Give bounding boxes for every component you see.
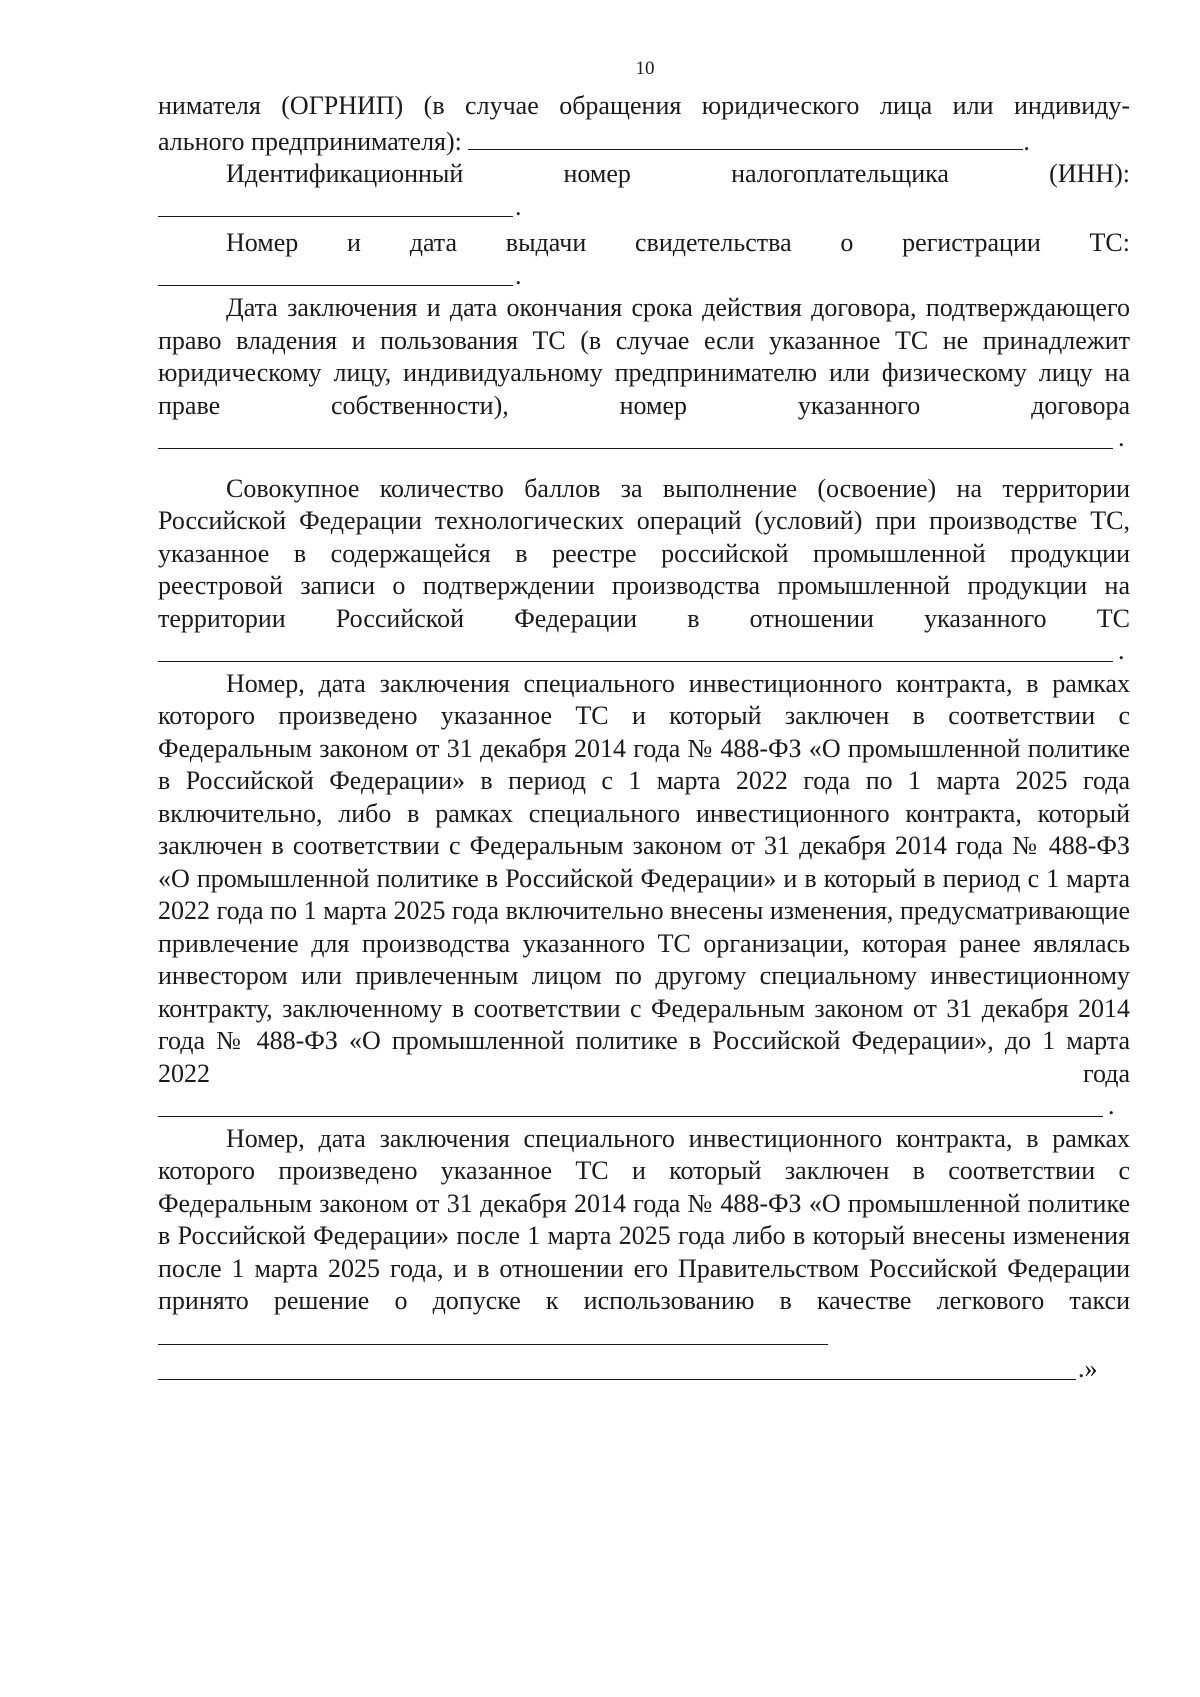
ogrnip-label: ального предпринимателя):: [158, 126, 469, 156]
points-blank-field[interactable]: [158, 661, 1113, 662]
spic-2025-end: .»: [1078, 1354, 1098, 1383]
ogrnip-blank-field[interactable]: [468, 123, 1023, 150]
spic-2022-blank-field[interactable]: [158, 1116, 1103, 1117]
inn-label: Идентификационный номер налогоплательщика (ИНН):: [226, 159, 1130, 188]
contract-blank-field[interactable]: [158, 448, 1113, 449]
inn-blank-row: [158, 191, 1130, 224]
spic-2025-body: Номер, дата заключения специального инвестиционного контракта, в рамках которого произведено указанное ТС и который заключен в соответствии с Федеральным законом от 31 декабря 2014 года № 488-ФЗ «О промышленной политике в Российской Федерации» после 1 марта 2025 года либо в который внесены изменения после 1 марта 2025 года, и в отношении его Правительством Российской Федерации принято решение о допуске к использованию в качестве легкового такси: [158, 1123, 1130, 1315]
spic-2022-text: Номер, дата заключения специального инвестиционного контракта, в рамках которого произведено указанное ТС и который заключен в соответствии с Федеральным законом от 31 декабря 2014 года № 488-ФЗ «О промышленной политике в Российской Федерации» в период с 1 марта 2022 года по 1 марта 2025 года включительно, либо в рамках специального инвестиционного контракта, который заключен в соответствии с Федеральным законом от 31 декабря 2014 года № 488-ФЗ «О промышленной политике в Российской Федерации» и в который в период с 1 марта 2022 года по 1 марта 2025 года включительно внесены изменения, предусматривающие привлечение для производства указанного ТС организации, которая ранее являлась инвестором или привлеченным лицом по другому специальному инвестиционному контракту, заключенному в соответствии с Федеральным законом от 31 декабря 2014 года № 488-ФЗ «О промышленной политике в Российской Федерации», до 1 марта 2022 года: [158, 668, 1130, 1088]
registration-blank-field[interactable]: [158, 285, 513, 286]
contract-blank-row: [158, 422, 1130, 455]
page-number: 10: [635, 58, 655, 79]
inn-end: .: [515, 191, 522, 221]
contract-end: .: [1118, 423, 1125, 452]
ogrnip-line2: [158, 123, 1130, 159]
spic-2025-blank-row: [158, 1353, 1130, 1386]
ogrnip-line1: нимателя (ОГРНИП) (в случае обращения юридического лица или индивиду-: [158, 91, 1130, 120]
registration-blank-row: [158, 260, 1130, 293]
spic-2022-blank-row: [158, 1090, 1130, 1123]
ogrnip-end: .: [1023, 126, 1030, 156]
spic-2025-blank-field-2[interactable]: [158, 1379, 1076, 1380]
registration-label: Номер и дата выдачи свидетельства о регистрации ТС:: [226, 228, 1130, 257]
document-body: [158, 90, 1130, 1386]
points-blank-row: [158, 635, 1130, 668]
contract-text: Дата заключения и дата окончания срока действия договора, подтверждающего право владения и пользования ТС (в случае если указанное ТС не принадлежит юридическому лицу, индивидуальному предпринимателю или физическому лицу на праве собственности), номер указанного договора: [158, 293, 1130, 420]
points-text: Совокупное количество баллов за выполнение (освоение) на территории Российской Федерации технологических операций (условий) при производстве ТС, указанное в содержащейся в реестре российской промышленной продукции реестровой записи о подтверждении производства промышленной продукции на территории Российской Федерации в отношении указанного ТС: [158, 473, 1130, 633]
spic-2025-blank-field-1[interactable]: [158, 1318, 828, 1345]
points-end: .: [1118, 636, 1125, 665]
registration-end: .: [515, 260, 522, 290]
spic-2025-text: [158, 1123, 1130, 1354]
spic-2022-end: .: [1108, 1091, 1115, 1120]
inn-blank-field[interactable]: [158, 216, 513, 217]
